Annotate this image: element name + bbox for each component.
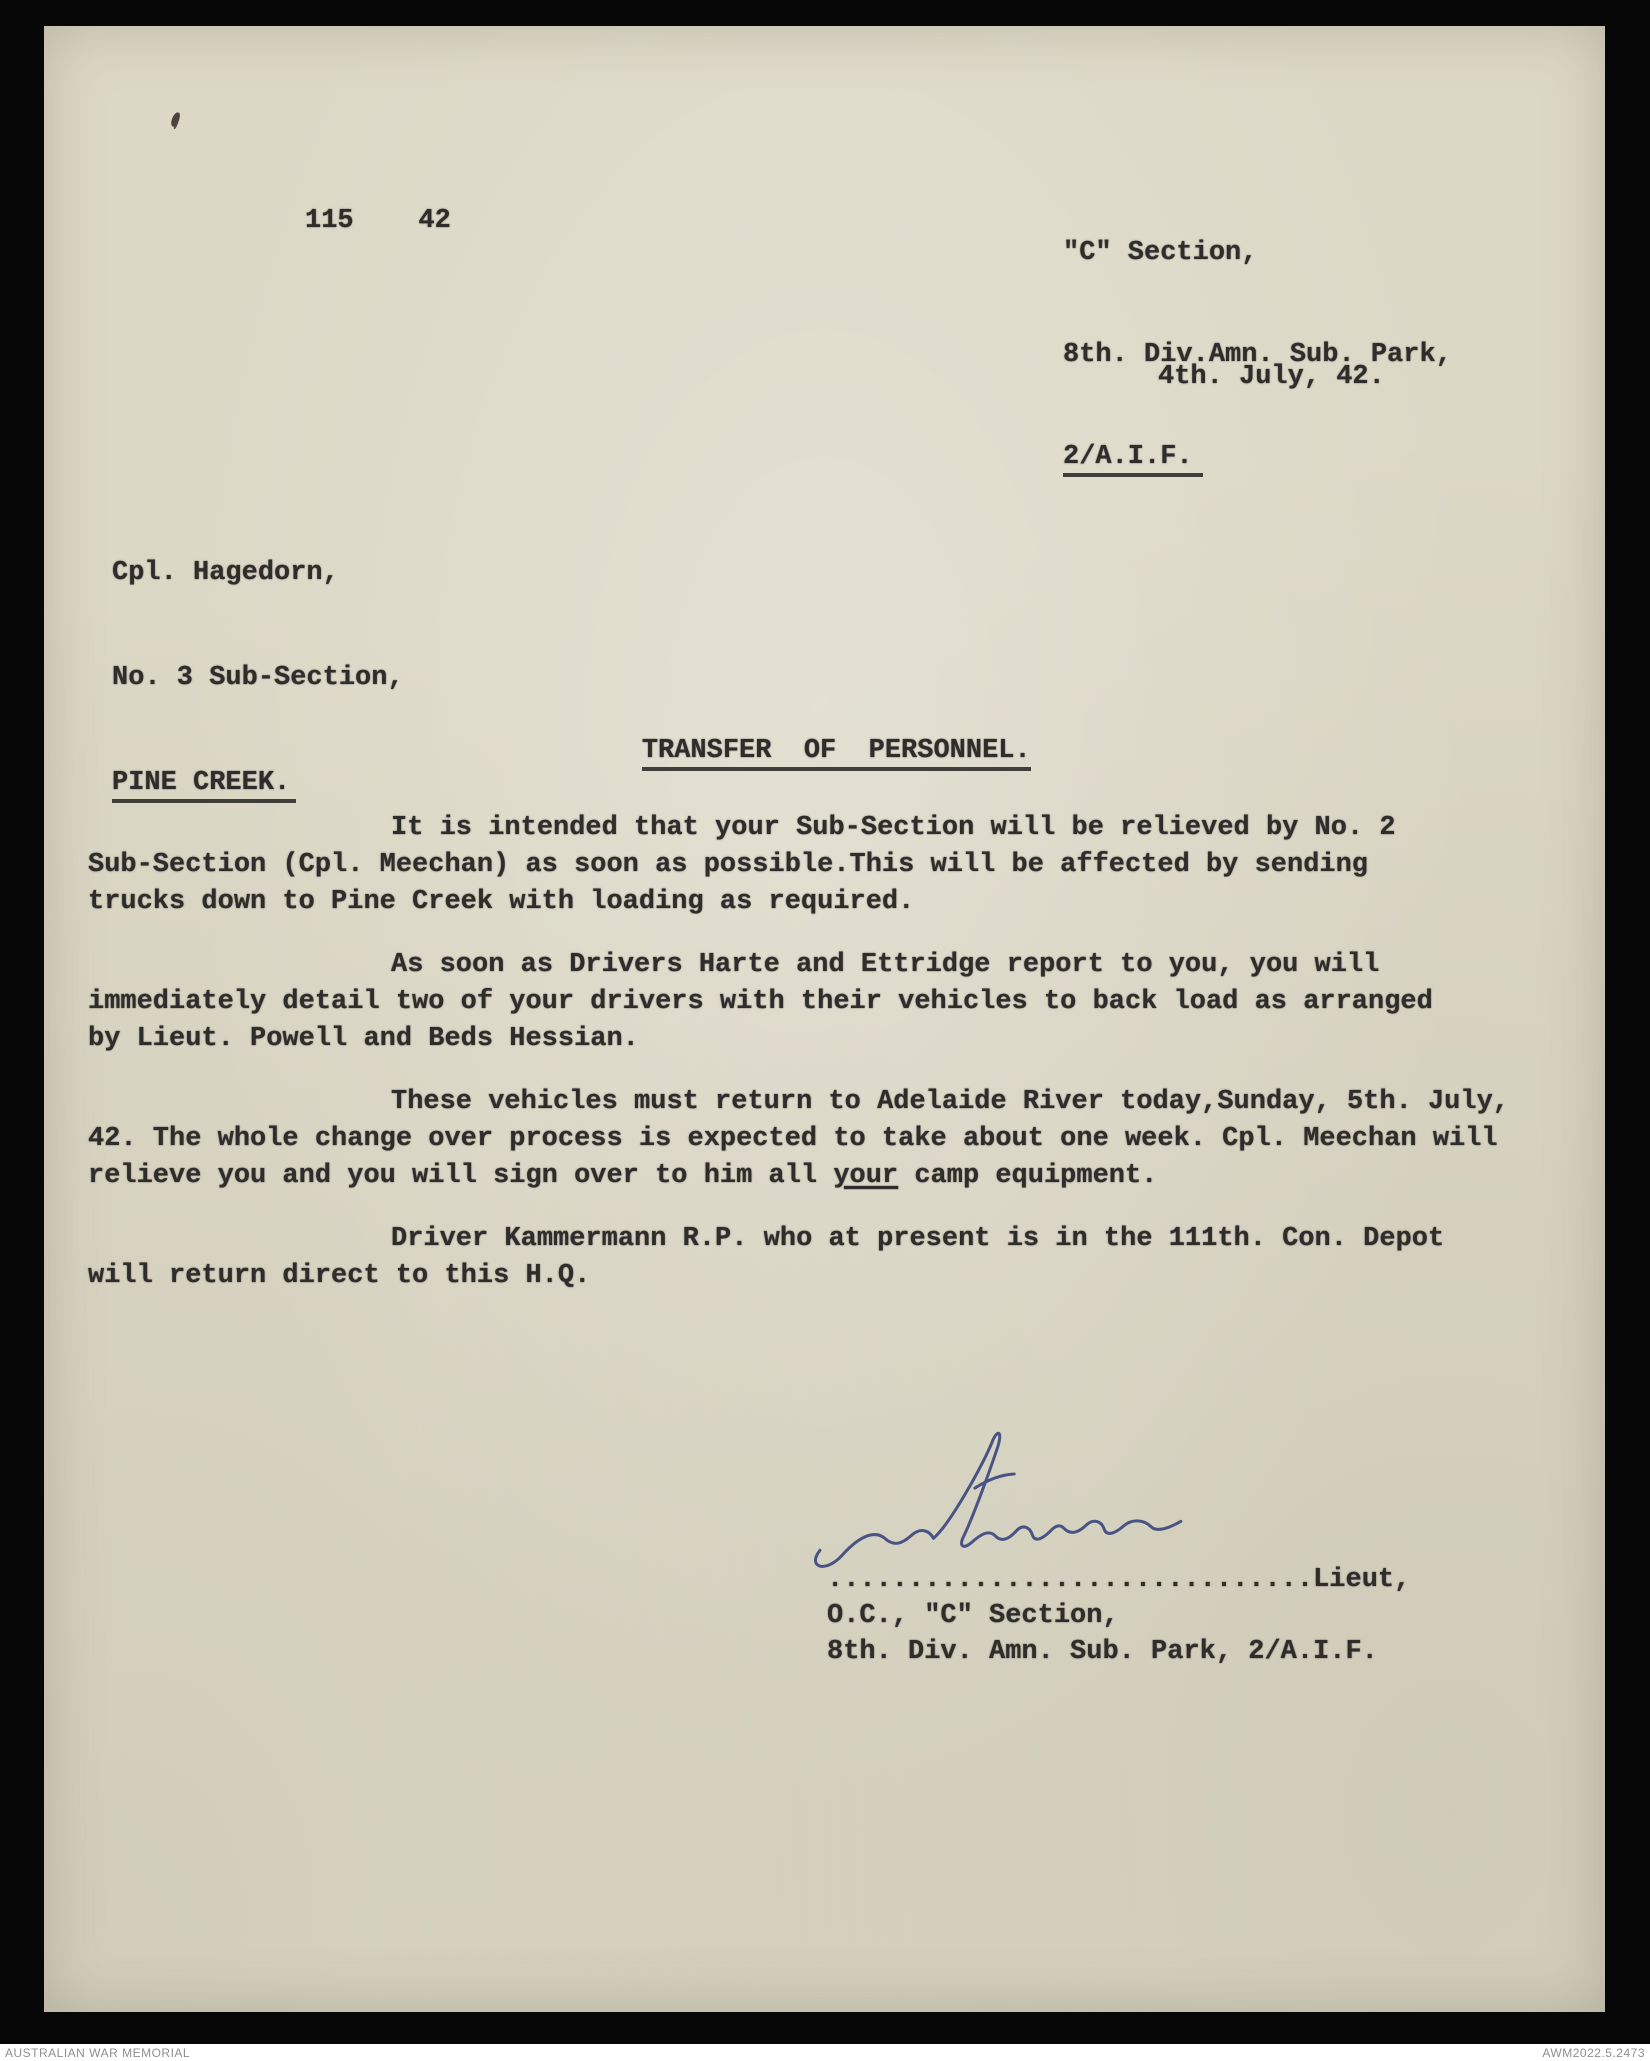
paragraph-2 — [88, 947, 1508, 1058]
signature-appointment: O.C., "C" Section, — [827, 1601, 1119, 1631]
paragraph-line: 42. The whole change over process is expected to take about one week. Cpl. Meechan will — [88, 1124, 1498, 1154]
paragraph-line: by Lieut. Powell and Beds Hessian. — [88, 1024, 639, 1054]
paragraph-text: camp equipment. — [898, 1161, 1158, 1191]
paragraph-line: It is intended that your Sub-Section will be relieved by No. 2 — [391, 813, 1396, 843]
signature-dots: .............................. — [827, 1565, 1314, 1595]
paragraph-4 — [88, 1221, 1508, 1295]
addressee-location: PINE CREEK. — [112, 768, 296, 803]
paragraph-line: As soon as Drivers Harte and Ettridge report to you, you will — [391, 950, 1380, 980]
signature-unit: 8th. Div. Amn. Sub. Park, 2/A.I.F. — [827, 1637, 1378, 1667]
archive-institution: AUSTRALIAN WAR MEMORIAL — [5, 2045, 191, 2060]
archive-accession-number: AWM2022.5.2473 — [1542, 2045, 1645, 2060]
paper-speck — [170, 111, 181, 127]
sender-line-aif: 2/A.I.F. — [1063, 442, 1203, 477]
paragraph-line: will return direct to this H.Q. — [88, 1261, 591, 1291]
letter-date: 4th. July, 42. — [1158, 362, 1385, 392]
paragraph-line: Driver Kammermann R.P. who at present is in the 111th. Con. Depot — [391, 1224, 1445, 1254]
addressee-subsection: No. 3 Sub-Section, — [112, 663, 404, 693]
paragraph-line: Sub-Section (Cpl. Meechan) as soon as possible.This will be affected by sending — [88, 850, 1369, 880]
paragraph-line: These vehicles must return to Adelaide River today,Sunday, 5th. July, — [391, 1087, 1509, 1117]
signature-rank: Lieut, — [1313, 1565, 1411, 1595]
sender-line-unit: "C" Section, — [1063, 238, 1258, 268]
archive-footer — [0, 2044, 1650, 2061]
signature-line — [827, 1563, 1410, 1597]
paragraph-line — [88, 1158, 1508, 1195]
paragraph-1 — [88, 810, 1508, 921]
sender-block — [1063, 168, 1452, 542]
paragraph-line: immediately detail two of your drivers with their vehicles to back load as arranged — [88, 987, 1433, 1017]
paragraph-3 — [88, 1084, 1508, 1195]
letter-title — [577, 700, 1031, 802]
addressee-name: Cpl. Hagedorn, — [112, 558, 339, 588]
ref-numbers: 115 42 — [305, 206, 451, 236]
sender-line-park: 8th. Div.Amn. Sub. Park, — [1063, 340, 1452, 370]
paragraph-line: trucks down to Pine Creek with loading as required. — [88, 887, 915, 917]
letter-title-text: TRANSFER OF PERSONNEL. — [642, 736, 1031, 771]
underlined-word: your — [833, 1161, 899, 1191]
paragraph-text: relieve you and you will sign over to him all — [88, 1161, 834, 1191]
